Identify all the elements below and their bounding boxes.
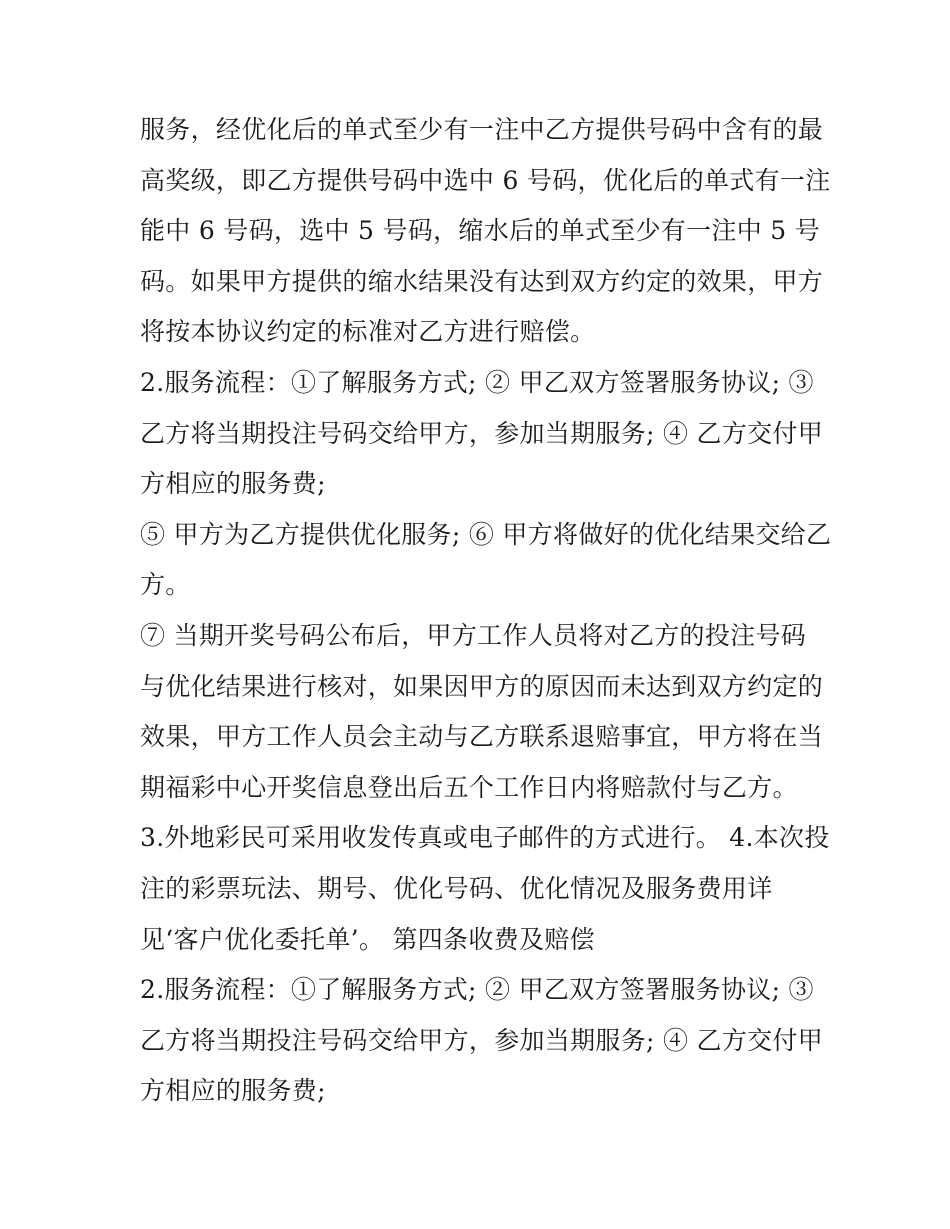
text-line: 方。: [140, 570, 191, 599]
text-line: 见‘客户优化委托单’。 第四条收费及赔偿: [140, 925, 595, 954]
text-line: 与优化结果进行核对，如果因甲方的原因而未达到双方约定的: [140, 672, 824, 701]
text-line: 方相应的服务费;: [140, 1076, 326, 1105]
text-line: 高奖级，即乙方提供号码中选中 6 号码，优化后的单式有一注: [140, 166, 831, 195]
text-line: 效果，甲方工作人员会主动与乙方联系退赔事宜，甲方将在当: [140, 722, 824, 751]
text-line: 2.服务流程：①了解服务方式; ② 甲乙双方签署服务协议; ③: [140, 368, 814, 397]
text-line: ⑦ 当期开奖号码公布后，甲方工作人员将对乙方的投注号码: [140, 621, 807, 650]
text-line: 3.外地彩民可采用收发传真或电子邮件的方式进行。 4.本次投: [140, 823, 830, 852]
text-line: 期福彩中心开奖信息登出后五个工作日内将赔款付与乙方。: [140, 773, 798, 802]
text-line: 将按本协议约定的标准对乙方进行赔偿。: [140, 317, 596, 346]
text-line: 2.服务流程：①了解服务方式; ② 甲乙双方签署服务协议; ③: [140, 975, 814, 1004]
text-line: 方相应的服务费;: [140, 469, 326, 498]
text-line: 乙方将当期投注号码交给甲方，参加当期服务; ④ 乙方交付甲: [140, 419, 824, 448]
text-line: 能中 6 号码，选中 5 号码，缩水后的单式至少有一注中 5 号: [140, 216, 820, 245]
text-line: 注的彩票玩法、期号、优化号码、优化情况及服务费用详: [140, 874, 773, 903]
text-line: 码。如果甲方提供的缩水结果没有达到双方约定的效果，甲方: [140, 267, 824, 296]
text-line: ⑤ 甲方为乙方提供优化服务; ⑥ 甲方将做好的优化结果交给乙: [140, 520, 832, 549]
text-line: 服务，经优化后的单式至少有一注中乙方提供号码中含有的最: [140, 115, 824, 144]
text-line: 乙方将当期投注号码交给甲方，参加当期服务; ④ 乙方交付甲: [140, 1026, 824, 1055]
